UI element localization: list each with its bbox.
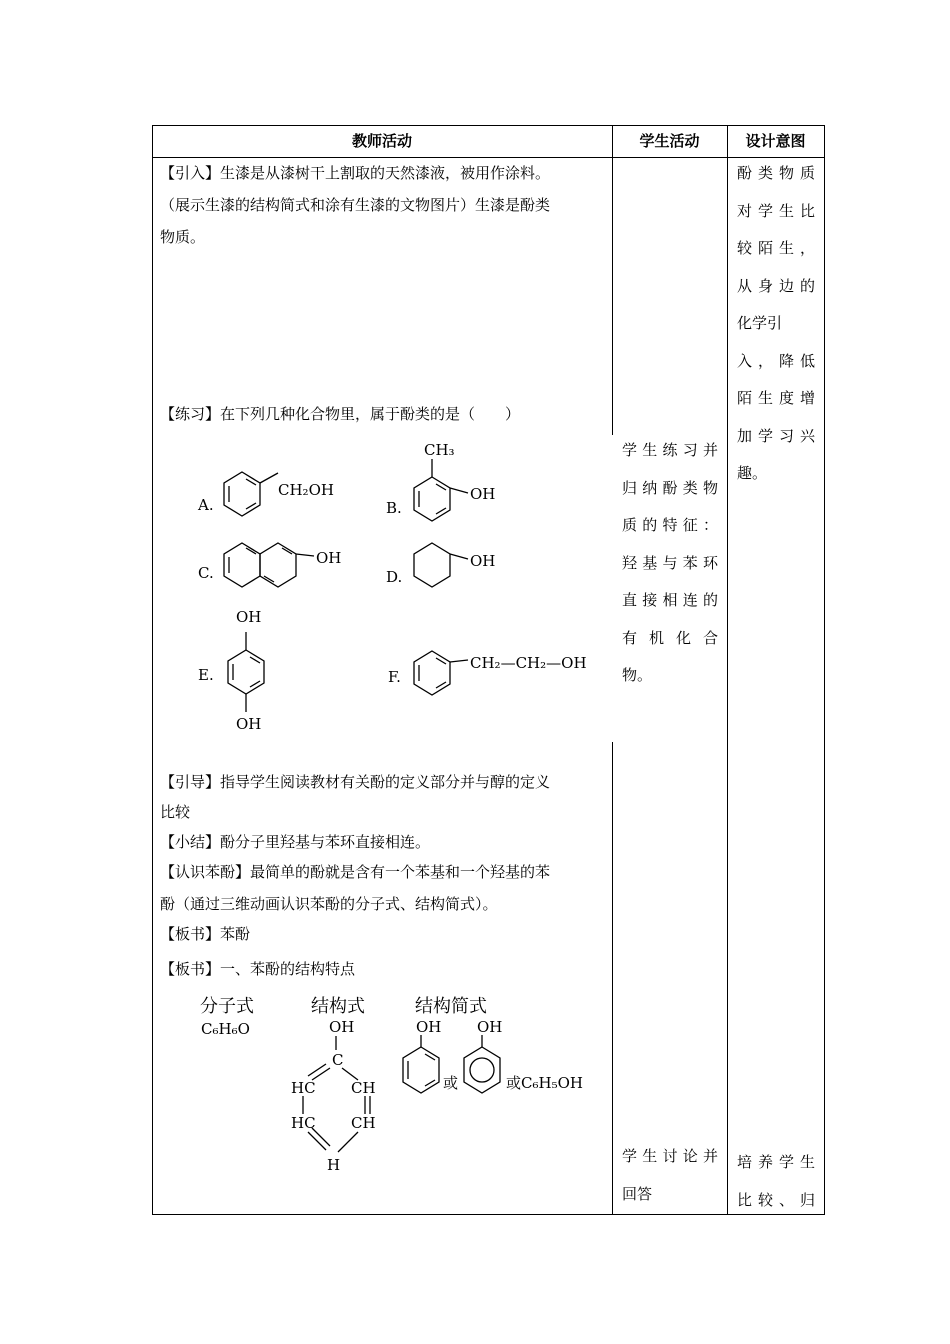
header-teacher: 教师活动 [351,132,412,150]
molecular-formula-label: 分子式 [200,996,254,1017]
column-divider-1b [612,742,613,1215]
or-1: 或 [443,1074,459,1092]
molecular-formula: C₆H₆O [201,1020,250,1038]
board-line-2: 【板书】一、苯酚的结构特点 [160,960,356,978]
guide-line-1: 【引导】指导学生阅读教材有关酚的定义部分并与醇的定义 [160,773,551,791]
student-line: 羟 基 与 苯 环 [622,553,718,572]
design-intent-block-1 [737,155,815,493]
student-line: 学 生 练 习 并 [622,441,718,459]
option-b-group: OH [470,485,496,503]
intent-line: 加 学 习 兴 [737,426,815,445]
option-c-group: OH [316,549,342,567]
column-divider-2 [727,125,728,1215]
student-line: 直 接 相 连 的 [622,591,718,609]
summary-line: 【小结】酚分子里羟基与苯环直接相连。 [160,833,431,851]
intro-line-3: 物质。 [160,228,206,246]
intent-line: 培 养 学 生 [737,1153,815,1171]
simplified-formula-label: 结构简式 [415,996,487,1017]
guide-line-2: 比较 [160,803,191,821]
structural-c: C [332,1051,344,1069]
student-line: 学 生 讨 论 并 [622,1147,718,1165]
structural-h: H [327,1156,341,1174]
option-e-top: OH [236,608,262,626]
structural-oh: OH [329,1018,355,1036]
option-d-group: OH [470,552,496,570]
option-e-label: E. [198,666,214,684]
student-line: 质 的 特 征 ： [622,516,718,534]
compound-options-figure [180,435,620,740]
student-line: 归 纳 酚 类 物 [622,478,718,497]
student-line: 有 机 化 合 [622,628,718,647]
student-activity-block-2 [622,1138,718,1213]
option-a-label: A. [198,496,214,514]
table-border-top [152,125,825,126]
simplified-oh-2: OH [477,1018,503,1036]
option-e-bottom: OH [236,715,262,733]
board-line-1: 【板书】苯酚 [160,925,251,943]
header-intent: 设计意图 [745,132,806,150]
intent-line: 化 学 引 [737,314,783,332]
structural-hc-bottom: HC [291,1114,316,1132]
intent-line: 酚 类 物 质 [737,164,815,182]
intent-line: 对 学 生 比 [737,201,815,220]
intent-line: 较 陌 生 ， [737,239,815,257]
student-line: 物 。 [622,666,653,684]
intent-line: 趣 。 [737,464,768,482]
table-border-left [152,125,153,1215]
structural-hc-top: HC [291,1079,316,1097]
structural-ch-top: CH [351,1079,376,1097]
table-border-bottom [152,1214,825,1215]
simplified-oh-1: OH [416,1018,442,1036]
header-student: 学生活动 [639,132,700,150]
option-b-methyl: CH₃ [424,441,455,459]
intent-line: 比 较 、 归 [737,1190,815,1209]
intent-line: 陌 生 度 增 [737,389,815,407]
column-divider-1 [612,125,613,435]
option-c-label: C. [198,564,214,582]
student-activity-block-1 [622,432,718,695]
table-border-right [824,125,825,1215]
intro-line-1: 【引入】生漆是从漆树干上割取的天然漆液，被用作涂料。 [160,164,551,182]
design-intent-block-2 [737,1144,815,1219]
structural-ch-bottom: CH [351,1114,376,1132]
condensed-formula: 或C₆H₅OH [506,1074,583,1092]
student-line: 回 答 [622,1184,653,1203]
practice-question: 【练习】在下列几种化合物里，属于酚类的是（ ） [160,405,521,423]
phenol-structure-figure [195,990,610,1180]
option-f-group: CH₂—CH₂—OH [470,654,587,672]
intro-line-2: （展示生漆的结构简式和涂有生漆的文物图片）生漆是酚类 [160,196,551,214]
option-d-label: D. [386,568,403,586]
option-b-label: B. [386,499,402,517]
option-f-label: F. [388,668,401,686]
intent-line: 入 ， 降 低 [737,351,815,370]
option-a-group: CH₂OH [278,481,334,499]
phenol-line-1: 【认识苯酚】最简单的酚就是含有一个苯基和一个羟基的苯 [160,863,551,881]
intent-line: 从 身 边 的 [737,276,815,295]
phenol-line-2: 酚（通过三维动画认识苯酚的分子式、结构简式）。 [160,895,498,913]
structural-formula-label: 结构式 [311,996,365,1017]
